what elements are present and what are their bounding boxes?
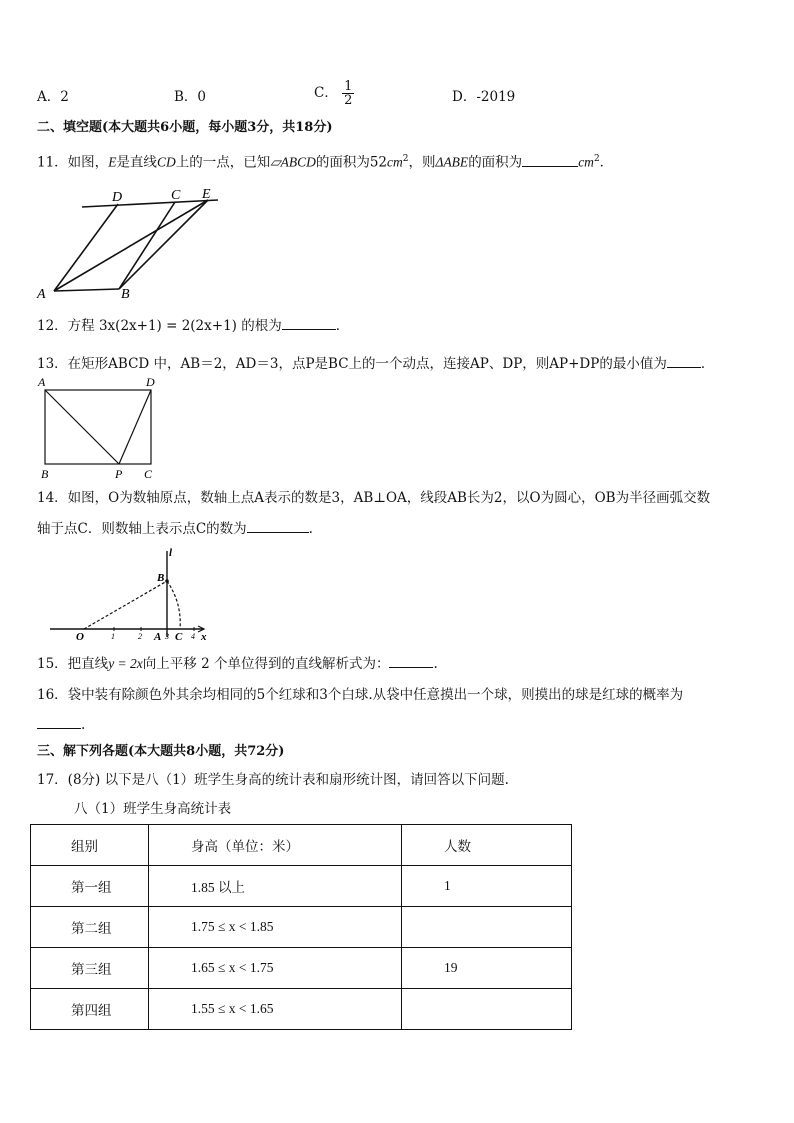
q15-text — [37, 655, 438, 673]
q13-end: ． — [700, 356, 715, 372]
q15-seg: 15．把直线 — [37, 656, 109, 672]
cell-group: 第一组 — [31, 866, 149, 907]
cell-height: 1.55 ≤ x < 1.65 — [149, 989, 402, 1030]
q11-unit: cm — [387, 154, 403, 170]
header-group: 组别 — [31, 825, 149, 866]
option-c-prefix: C． — [314, 85, 338, 101]
q11-exp: 2 — [593, 154, 600, 164]
q11-seg: 的面积为 — [468, 154, 523, 171]
fig-label-b: B — [157, 572, 165, 584]
q13-stem: 13．在矩形ABCD 中，AB＝2，AD＝3，点P是BC上的一个动点，连接AP、DP，则AP+DP的最小值为 — [37, 356, 667, 372]
q11-var-abe: ΔABE — [435, 154, 469, 170]
q14-number-line-figure — [46, 545, 216, 645]
fig-label-b: B — [121, 287, 130, 302]
table-row — [31, 948, 572, 989]
option-d: D．-2019 — [452, 89, 516, 105]
cell-group: 第三组 — [31, 948, 149, 989]
q11-seg: 的面积为52 — [315, 154, 388, 171]
fig-label-b: B — [41, 467, 49, 481]
cell-height: 1.75 ≤ x < 1.85 — [149, 907, 402, 948]
fig-label-p: P — [115, 467, 123, 481]
answer-blank — [37, 716, 81, 729]
cell-count — [402, 907, 572, 948]
height-stats-table — [30, 824, 572, 1030]
fig-label-a: A — [37, 287, 46, 302]
q15-end: . — [433, 656, 438, 672]
fig-label-a: A — [154, 631, 162, 643]
fraction-denominator: 2 — [344, 93, 353, 108]
answer-blank — [389, 655, 433, 668]
tick-label-1: 1 — [111, 632, 115, 641]
q11-var-abcd: ▱ABCD — [270, 154, 316, 170]
option-c — [314, 80, 354, 107]
q14-end: . — [308, 521, 313, 537]
table-row — [31, 866, 572, 907]
header-height: 身高（单位：米） — [149, 825, 402, 866]
q11-seg: 是直线 — [116, 154, 157, 171]
q12-text — [37, 317, 349, 335]
q14-line1: 14．如图，O为数轴原点，数轴上点A表示的数是3，AB⊥OA，线段AB长为2，以O为圆心，OB为半径画弧交数 — [37, 490, 711, 506]
section2-title: 二、填空题(本大题共6小题，每小题3分，共18分) — [37, 120, 333, 135]
cell-height: 1.65 ≤ x < 1.75 — [149, 948, 402, 989]
q11-text — [37, 150, 613, 172]
cell-height: 1.85 以上 — [149, 866, 402, 907]
cell-group: 第四组 — [31, 989, 149, 1030]
q11-var-e: E — [108, 154, 117, 170]
q17-text: 17．(8分) 以下是八（1）班学生身高的统计表和扇形统计图，请回答以下问题. — [37, 772, 509, 788]
fig-label-c: C — [171, 188, 181, 203]
option-b: B．0 — [174, 89, 207, 105]
q11-unit: cm — [578, 154, 594, 170]
q16-answer-line — [37, 716, 85, 734]
q11-var-cd: CD — [156, 154, 176, 170]
fraction-numerator: 1 — [344, 79, 353, 94]
option-c-fraction — [342, 80, 354, 107]
fig-label-d: D — [146, 375, 155, 389]
fig-label-o: O — [76, 631, 84, 643]
answer-blank — [247, 520, 309, 533]
fig-label-l: l — [169, 547, 173, 559]
q14-stem: 轴于点C．则数轴上表示点C的数为 — [37, 521, 247, 537]
q12-end: ． — [335, 318, 350, 334]
q15-expression: y = 2x — [108, 656, 143, 671]
fig-label-x: x — [201, 631, 207, 643]
option-a: A．2 — [37, 89, 69, 105]
q11-parallelogram-figure — [30, 185, 230, 303]
q12-stem: 12．方程 3x(2x+1) = 2(2x+1) 的根为 — [37, 318, 282, 334]
fig-label-a: A — [38, 375, 46, 389]
q15-seg: 向上平移 2 个单位得到的直线解析式为： — [142, 656, 390, 672]
cell-count: 1 — [402, 866, 572, 907]
q11-seg: 11．如图， — [37, 154, 109, 171]
cell-count — [402, 989, 572, 1030]
fig-label-c: C — [144, 467, 153, 481]
fig-label-e: E — [202, 187, 211, 202]
section3-title: 三、解下列各题(本大题共8小题，共72分) — [37, 744, 285, 759]
q11-exp: 2 — [402, 154, 409, 164]
tick-label-3: 3 — [165, 632, 169, 641]
answer-blank — [667, 355, 701, 368]
q11-seg: ，则 — [408, 154, 436, 171]
tick-label-2: 2 — [138, 632, 142, 641]
table-row — [31, 989, 572, 1030]
table-row — [31, 907, 572, 948]
q13-text — [37, 355, 714, 373]
fig-label-c: C — [175, 631, 183, 643]
q11-seg: ． — [599, 154, 614, 171]
q14-line2 — [37, 520, 313, 538]
header-count: 人数 — [402, 825, 572, 866]
q13-rectangle-figure — [36, 374, 162, 482]
q16-end: . — [81, 717, 86, 733]
cell-group: 第二组 — [31, 907, 149, 948]
table-caption: 八（1）班学生身高统计表 — [74, 801, 232, 817]
answer-blank — [522, 154, 578, 167]
fig-label-d: D — [112, 190, 123, 205]
table-header-row — [31, 825, 572, 866]
answer-blank — [282, 317, 336, 330]
q11-seg: 上的一点，已知 — [175, 154, 271, 171]
q16-text: 16．袋中装有除颜色外其余均相同的5个红球和3个白球.从袋中任意摸出一个球，则摸出的球是红球的概率为 — [37, 687, 684, 703]
tick-label-4: 4 — [191, 632, 195, 641]
cell-count: 19 — [402, 948, 572, 989]
